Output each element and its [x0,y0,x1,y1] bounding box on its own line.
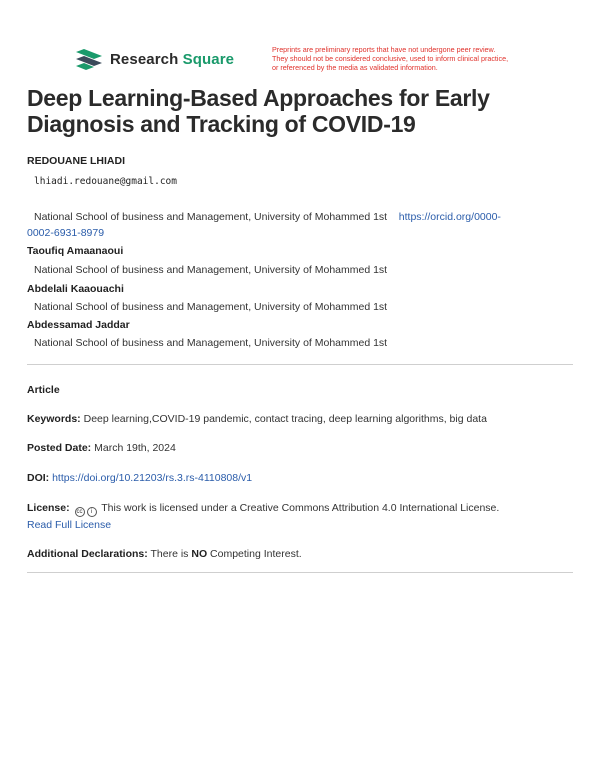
doi-label: DOI: [27,472,50,484]
keywords-row [27,411,573,427]
posted-date-label: Posted Date: [27,442,92,454]
section-divider [27,364,573,365]
keywords-value: Deep learning,COVID-19 pandemic, contact tracing, deep learning algorithms, big data [83,413,487,425]
research-square-logo[interactable] [74,48,234,70]
posted-date-row [27,440,573,456]
posted-date-value: March 19th, 2024 [94,442,176,454]
author-email[interactable]: lhiadi.redouane@gmail.com [34,176,177,187]
declarations-row: Additional Declarations: There is NO Competing Interest. [27,548,302,560]
creative-commons-icon: cc [76,509,83,515]
author-name: Abdelali Kaaouachi [27,283,124,295]
author-name: Taoufiq Amaanaoui [27,245,124,257]
read-full-license-link[interactable]: Read Full License [27,519,112,531]
declarations-label: Additional Declarations: [27,548,148,560]
author-affiliation: National School of business and Management, University of Mohammed 1st [34,337,388,349]
doi-row [27,470,573,486]
license-label: License: [27,502,70,514]
license-row [27,500,573,533]
keywords-label: Keywords: [27,413,81,425]
orcid-link[interactable]: https://orcid.org/0000- [398,211,501,223]
author-name: Abdessamad Jaddar [27,319,130,331]
author-affiliation: National School of business and Management, University of Mohammed 1st [34,264,388,276]
attribution-icon: i [87,507,97,517]
author-affiliation: National School of business and Management, University of Mohammed 1st [34,301,388,313]
orcid-link-continued[interactable]: 0002-6931-8979 [27,227,105,239]
license-text: This work is licensed under a Creative Commons Attribution 4.0 International License. [101,502,500,514]
article-type: Article [27,384,60,396]
author-name: REDOUANE LHIADI [27,155,126,167]
preprint-disclaimer: Preprints are preliminary reports that have not undergone peer review. They should not be considered conclusive, used to inform clinical practice, or referenced by the media as validated information. [272,45,509,72]
doi-link[interactable]: https://doi.org/10.21203/rs.3.rs-4110808/v1 [52,472,253,484]
research-square-logo-icon [74,48,104,70]
brand-name: Research Square [110,50,235,68]
author-affiliation: National School of business and Management, University of Mohammed 1st https://orcid.org/0000- [34,211,501,223]
paper-title: Deep Learning-Based Approaches for Early Diagnosis and Tracking of COVID-19 [27,85,490,137]
section-divider [27,572,573,573]
